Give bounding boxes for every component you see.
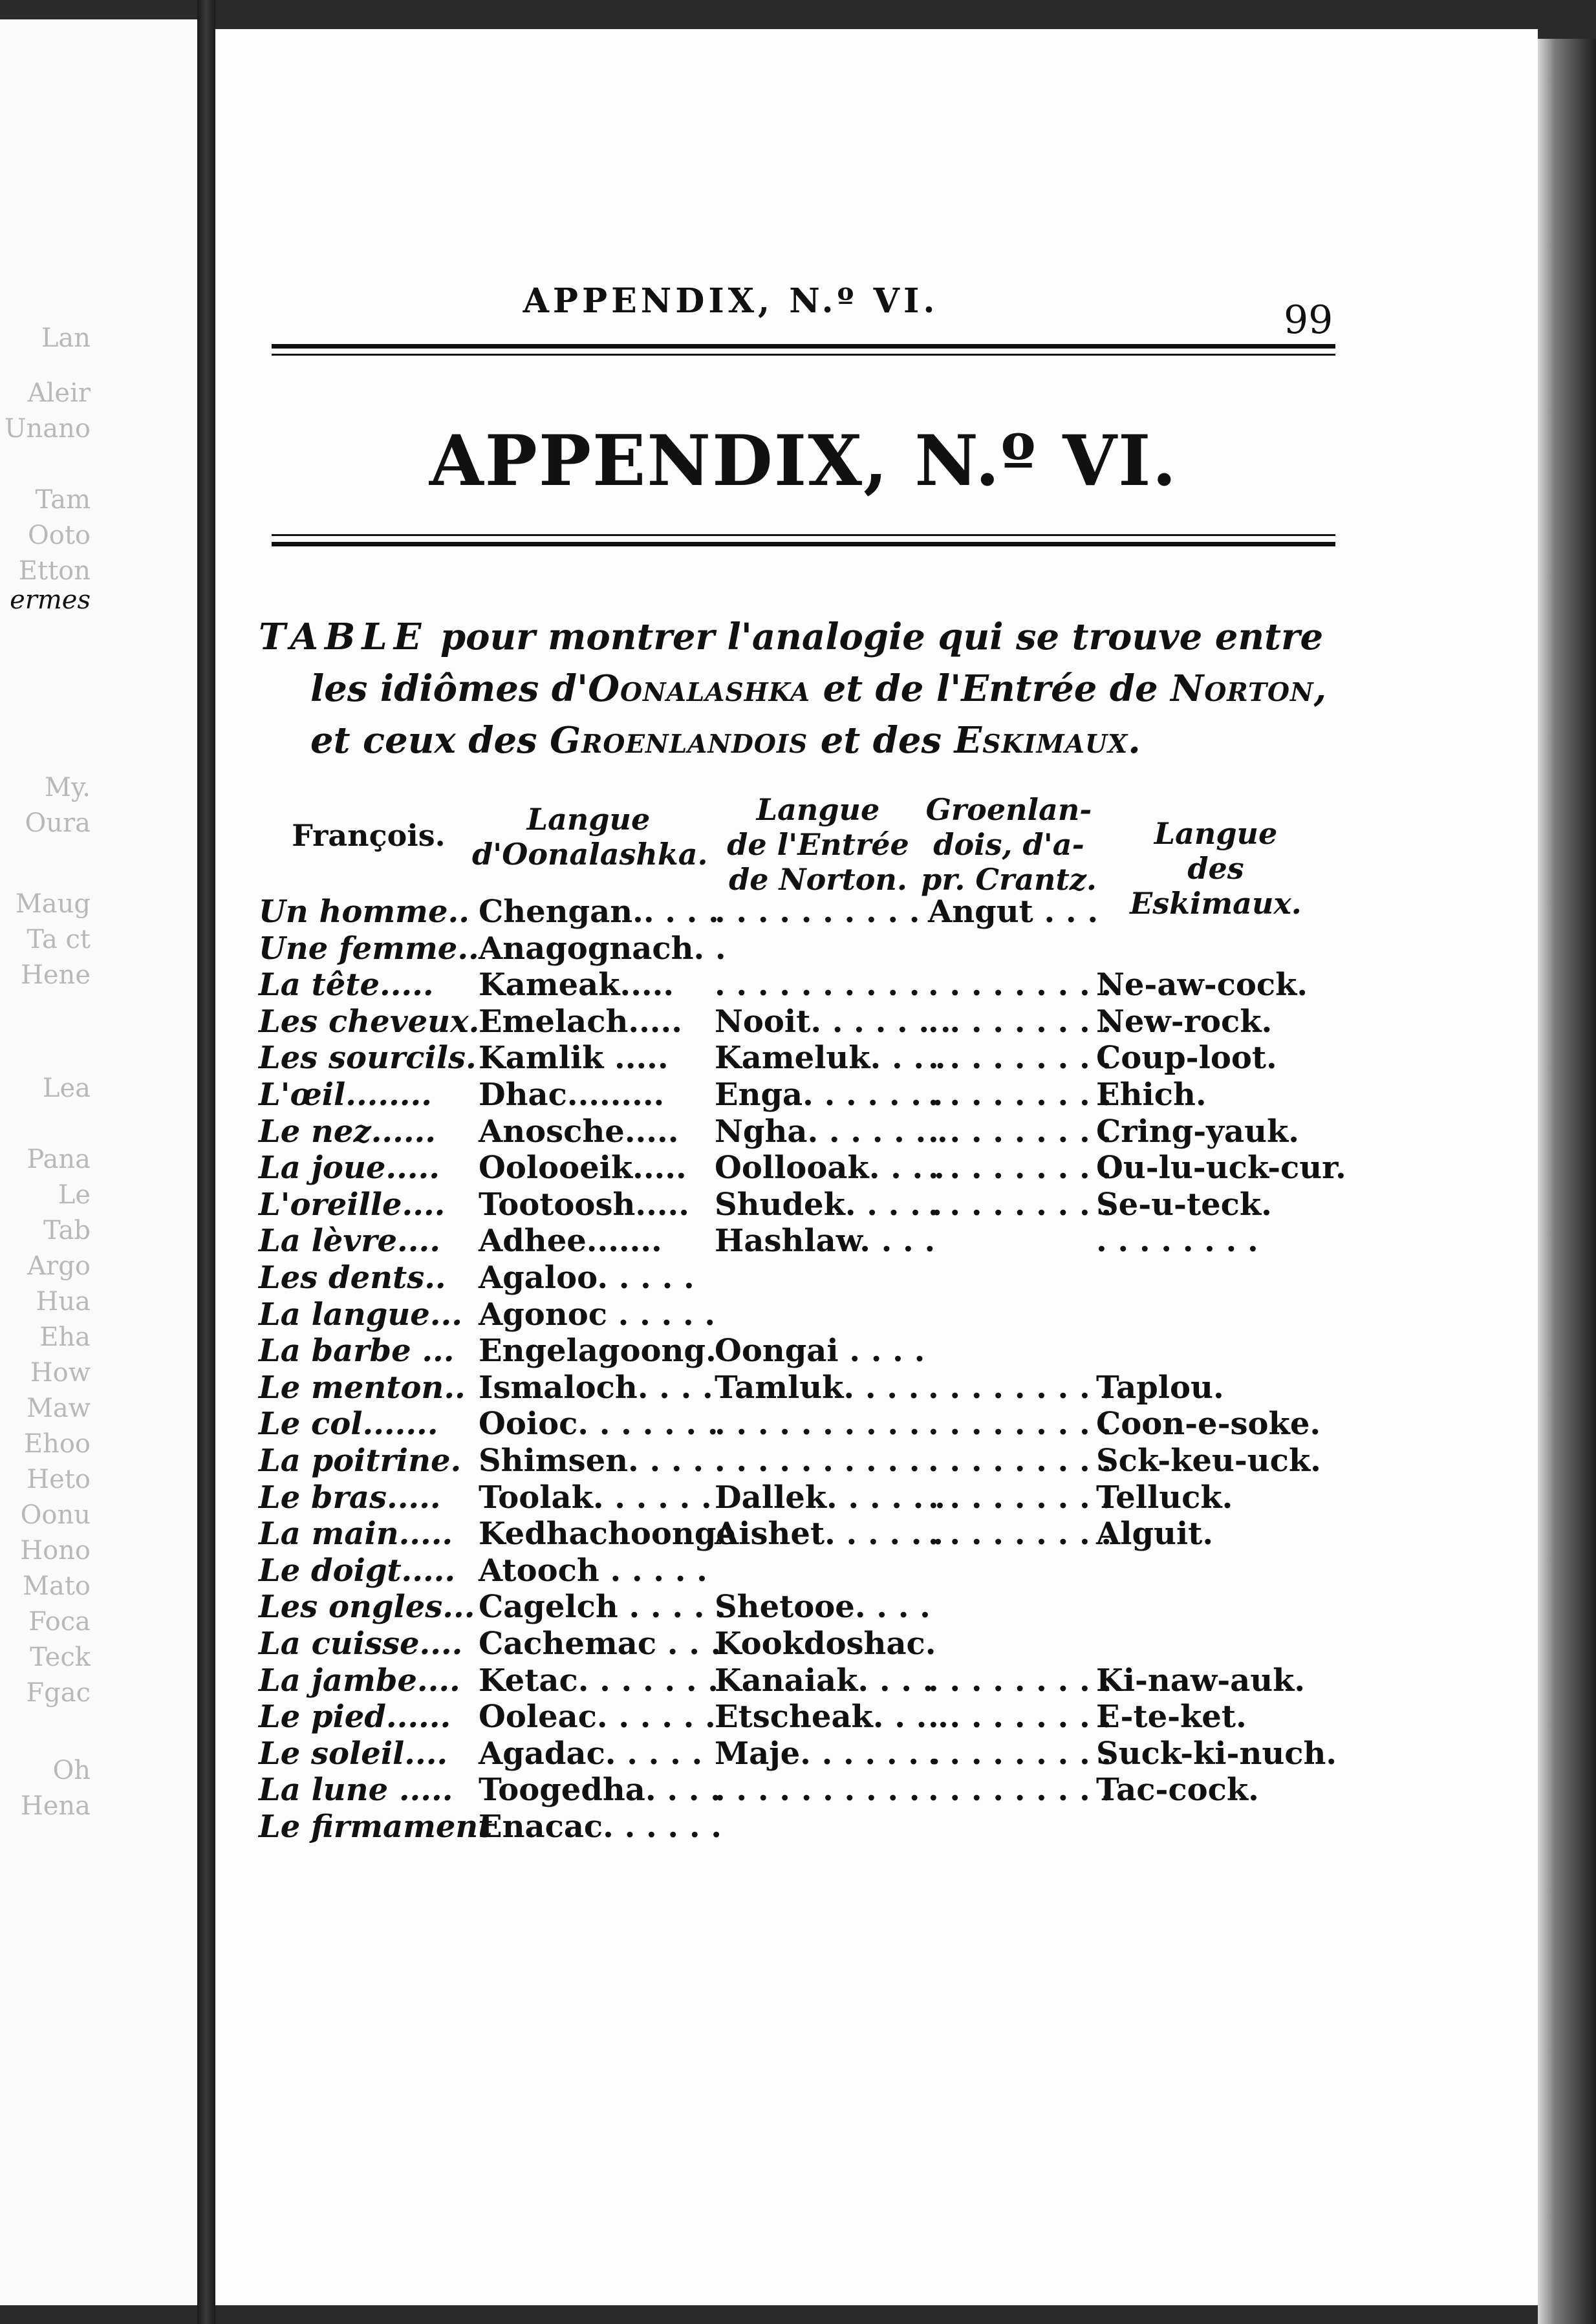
column-header-norton: Langue de l'Entrée de Norton. — [727, 792, 909, 897]
facing-page-text: Foca — [28, 1607, 91, 1637]
caption-people-eskimaux: Eskimaux — [954, 719, 1128, 762]
top-rule-thick — [272, 344, 1335, 349]
table-cell-francois: Le firmament — [259, 1809, 493, 1845]
table-cell-eskimaux: Alguit. — [1096, 1516, 1214, 1552]
table-cell-norton: Tamluk. . . . — [715, 1370, 920, 1406]
table-cell-oonalashka: Tootoosh..... — [479, 1187, 689, 1223]
table-cell-francois: Les dents.. — [259, 1260, 446, 1296]
caption-text: . — [1128, 719, 1141, 762]
table-cell-oonalashka: Kameak..... — [479, 967, 674, 1003]
facing-page-text: Hua — [36, 1287, 91, 1317]
table-cell-francois: La joue..... — [259, 1150, 440, 1186]
table-cell-oonalashka: Ooleac. . . . . . — [479, 1699, 716, 1735]
facing-page-text: Oh — [52, 1756, 91, 1785]
facing-page-text: Teck — [30, 1642, 91, 1672]
table-cell-francois: Le nez...... — [259, 1114, 436, 1150]
table-cell-eskimaux: Ou-lu-uck-cur. — [1096, 1150, 1346, 1186]
table-cell-groen: . . . . . . . . . — [928, 1114, 1112, 1150]
caption-text: pour montrer l'analogie qui se trouve entre — [427, 616, 1324, 658]
facing-page-text: My. — [45, 773, 91, 802]
table-cell-oonalashka: Dhac......... — [479, 1077, 665, 1113]
facing-page-text: Fgac — [26, 1678, 91, 1708]
table-cell-groen: . . . . . . . . . — [928, 1479, 1112, 1516]
facing-page-text: Hene — [21, 960, 91, 990]
table-cell-francois: Le soleil.... — [259, 1736, 448, 1772]
facing-page-text: Maw — [26, 1393, 91, 1423]
table-cell-oonalashka: Chengan.. . . . — [479, 894, 719, 930]
table-cell-francois: L'oreille.... — [259, 1187, 446, 1223]
table-cell-eskimaux: E-te-ket. — [1096, 1699, 1247, 1735]
title-rule-thick — [272, 542, 1335, 546]
table-cell-francois: La jambe.... — [259, 1662, 460, 1699]
table-cell-eskimaux: Coup-loot. — [1096, 1040, 1277, 1076]
table-cell-eskimaux: Cring-yauk. — [1096, 1114, 1299, 1150]
facing-page-text: Maug — [15, 889, 91, 919]
table-cell-eskimaux: Sck-keu-uck. — [1096, 1443, 1321, 1479]
table-cell-francois: Le doigt..... — [259, 1553, 456, 1589]
table-cell-norton: . . . . . . . . . . — [715, 967, 920, 1003]
table-cell-eskimaux: Tac-cock. — [1096, 1772, 1259, 1808]
caption-place-norton: Norton — [1170, 667, 1314, 710]
table-cell-francois: Le menton.. — [259, 1370, 466, 1406]
facing-page-text: Lea — [42, 1073, 91, 1103]
table-cell-norton: Shetooe. . . . — [715, 1589, 931, 1625]
table-cell-groen: . . . . . . . . . — [928, 1443, 1112, 1479]
table-cell-norton: Maje. . . . . . . — [715, 1736, 941, 1772]
table-cell-eskimaux: . . . . . . . . — [1096, 1223, 1258, 1259]
table-cell-oonalashka: Ooioc. . . . . . . — [479, 1406, 718, 1442]
running-head: APPENDIX, N.º VI. — [523, 281, 939, 321]
table-cell-norton: . . . . . . . . . . — [715, 1406, 920, 1442]
table-cell-oonalashka: Shimsen. . . . . — [479, 1443, 726, 1479]
column-header-eskimaux: Langue des Eskimaux. — [1130, 816, 1302, 921]
page-title: APPENDIX, N.º VI. — [429, 420, 1178, 502]
table-cell-groen: . . . . . . . . . — [928, 1370, 1112, 1406]
facing-page-text: Heto — [27, 1465, 91, 1494]
facing-page-text: ermes — [10, 585, 91, 615]
table-cell-oonalashka: Anagognach. . — [479, 931, 726, 967]
table-cell-norton: Etscheak. . . . — [715, 1699, 949, 1735]
facing-page-text: Mato — [23, 1571, 91, 1601]
table-cell-oonalashka: Cagelch . . . . . — [479, 1589, 726, 1625]
table-cell-eskimaux: Ki-naw-auk. — [1096, 1662, 1306, 1699]
table-cell-francois: Le bras..... — [259, 1479, 441, 1516]
table-cell-francois: La langue... — [259, 1296, 462, 1333]
page-number: 99 — [1284, 297, 1333, 343]
table-cell-groen: . . . . . . . . . — [928, 1040, 1112, 1076]
page-edge-shadow — [1538, 39, 1596, 2324]
table-cell-francois: L'œil........ — [259, 1077, 432, 1113]
table-cell-francois: Une femme.. — [259, 931, 479, 967]
caption-people-groenlandois: Groenlandois — [550, 719, 808, 762]
table-cell-norton: Kanaiak. . . . — [715, 1662, 934, 1699]
facing-page-text: Unano — [4, 414, 91, 444]
table-cell-oonalashka: Cachemac . . . — [479, 1626, 722, 1662]
caption-place-oonalashka: Oonalashka — [588, 667, 811, 710]
table-cell-eskimaux: Ne-aw-cock. — [1096, 967, 1308, 1003]
table-cell-groen: . . . . . . . . . — [928, 967, 1112, 1003]
table-cell-oonalashka: Kedhachoonge — [479, 1516, 736, 1552]
facing-page-text: Hono — [20, 1536, 91, 1565]
facing-page-text: Le — [58, 1180, 91, 1210]
table-cell-oonalashka: Agadac. . . . . — [479, 1736, 703, 1772]
facing-page-text: Hena — [20, 1791, 91, 1821]
table-cell-oonalashka: Enacac. . . . . . — [479, 1809, 722, 1845]
table-cell-groen: . . . . . . . . . — [928, 1662, 1112, 1699]
table-cell-groen: . . . . . . . . . — [928, 1736, 1112, 1772]
facing-page-text: Oura — [25, 808, 91, 838]
table-cell-francois: Les cheveux. — [259, 1004, 480, 1040]
caption-text: les idiômes d' — [310, 667, 588, 710]
table-cell-oonalashka: Adhee....... — [479, 1223, 662, 1259]
table-cell-norton: . . . . . . . . . . — [715, 1443, 920, 1479]
table-cell-francois: La tête..... — [259, 967, 434, 1003]
caption-text: et ceux des — [310, 719, 550, 762]
facing-page-text: Ooto — [27, 521, 91, 550]
table-cell-oonalashka: Kamlik ..... — [479, 1040, 669, 1076]
table-cell-eskimaux: New-rock. — [1096, 1004, 1273, 1040]
table-cell-francois: Le pied...... — [259, 1699, 451, 1735]
table-cell-norton: Hashlaw. . . . — [715, 1223, 936, 1259]
table-cell-francois: Les sourcils. — [259, 1040, 477, 1076]
table-cell-oonalashka: Agaloo. . . . . — [479, 1260, 695, 1296]
table-cell-francois: La barbe ... — [259, 1333, 455, 1369]
table-cell-norton: Oollooak. . . . — [715, 1150, 945, 1186]
table-cell-francois: Un homme.. — [259, 894, 469, 930]
caption-text: , — [1313, 667, 1327, 710]
table-caption — [259, 611, 1345, 766]
table-cell-francois: Le col....... — [259, 1406, 438, 1442]
table-cell-oonalashka: Ketac. . . . . . . — [479, 1662, 718, 1699]
table-cell-groen: . . . . . . . . . — [928, 1516, 1112, 1552]
facing-page-text: Aleir — [27, 378, 91, 408]
caption-text: et de l'Entrée de — [810, 667, 1171, 710]
facing-page-text: Ehoo — [23, 1429, 91, 1459]
table-cell-francois: La poitrine. — [259, 1443, 462, 1479]
table-cell-norton: . . . . . . . . . . — [715, 1772, 920, 1808]
column-header-francois: François. — [292, 818, 446, 853]
table-cell-eskimaux: Se-u-teck. — [1096, 1187, 1272, 1223]
table-cell-norton: Nooit. . . . . . . — [715, 1004, 951, 1040]
table-cell-oonalashka: Toogedha. . . . — [479, 1772, 721, 1808]
table-cell-oonalashka: Engelagoong. — [479, 1333, 717, 1369]
table-cell-norton: Dallek. . . . . . — [715, 1479, 945, 1516]
facing-page-fragment — [0, 19, 197, 2305]
table-cell-oonalashka: Emelach..... — [479, 1004, 682, 1040]
facing-page-text: Etton — [18, 556, 91, 586]
table-cell-oonalashka: Oolooeik..... — [479, 1150, 687, 1186]
book-gutter — [197, 0, 215, 2324]
table-cell-francois: La main..... — [259, 1516, 453, 1552]
caption-table-word: TABLE — [259, 616, 428, 658]
table-cell-norton: Kameluk. . . . — [715, 1040, 946, 1076]
table-cell-oonalashka: Anosche..... — [479, 1114, 679, 1150]
table-cell-francois: La lèvre.... — [259, 1223, 440, 1259]
table-cell-eskimaux: Suck-ki-nuch. — [1096, 1736, 1337, 1772]
table-cell-oonalashka: Toolak. . . . . . — [479, 1479, 712, 1516]
title-rule-thin — [272, 534, 1335, 536]
table-cell-oonalashka: Atooch . . . . . — [479, 1553, 707, 1589]
table-cell-norton: Aishet. . . . . . — [715, 1516, 944, 1552]
facing-page-text: How — [30, 1358, 91, 1388]
column-header-oonalashka: Langue d'Oonalashka. — [472, 802, 708, 872]
table-cell-groen: . . . . . . . . . — [928, 1150, 1112, 1186]
table-cell-norton: Oongai . . . . — [715, 1333, 925, 1369]
table-cell-francois: Les ongles... — [259, 1589, 475, 1625]
facing-page-text: Tab — [43, 1216, 91, 1245]
table-cell-eskimaux: Taplou. — [1096, 1370, 1224, 1406]
table-cell-groen: . . . . . . . . . — [928, 1004, 1112, 1040]
facing-page-text: Eha — [39, 1322, 91, 1352]
table-cell-norton: Shudek. . . . . — [715, 1187, 943, 1223]
table-cell-francois: La cuisse.... — [259, 1626, 463, 1662]
table-cell-eskimaux: Coon-e-soke. — [1096, 1406, 1321, 1442]
table-cell-groen: . . . . . . . . . — [928, 1699, 1112, 1735]
facing-page-text: Lan — [41, 323, 91, 353]
table-cell-groen: . . . . . . . . . — [928, 1406, 1112, 1442]
top-rule-thin — [272, 354, 1335, 356]
table-cell-norton: Ngha. . . . . . . — [715, 1114, 948, 1150]
table-cell-groen: Angut . . . — [928, 894, 1099, 930]
table-cell-norton: Kookdoshac. — [715, 1626, 936, 1662]
table-cell-oonalashka: Agonoc . . . . . — [479, 1296, 716, 1333]
table-cell-oonalashka: Ismaloch. . . . — [479, 1370, 713, 1406]
table-cell-groen: . . . . . . . . . — [928, 1187, 1112, 1223]
facing-page-text: Ta ct — [27, 925, 91, 954]
table-cell-eskimaux: Ehich. — [1096, 1077, 1207, 1113]
table-cell-francois: La lune ..... — [259, 1772, 453, 1808]
table-cell-groen: . . . . . . . . . — [928, 1772, 1112, 1808]
facing-page-text: Oonu — [20, 1500, 91, 1530]
table-cell-groen: . . . . . . . . . — [928, 1077, 1112, 1113]
facing-page-text: Argo — [27, 1251, 91, 1281]
table-cell-eskimaux: Telluck. — [1096, 1479, 1233, 1516]
column-header-groenlandois: Groenlan- dois, d'a- pr. Crantz. — [921, 792, 1097, 897]
caption-text: et des — [808, 719, 954, 762]
facing-page-text: Pana — [27, 1145, 91, 1174]
facing-page-text: Tam — [35, 485, 91, 515]
table-cell-norton: . . . . . . . . . . — [715, 894, 920, 930]
table-cell-norton: Enga. . . . . . . — [715, 1077, 944, 1113]
